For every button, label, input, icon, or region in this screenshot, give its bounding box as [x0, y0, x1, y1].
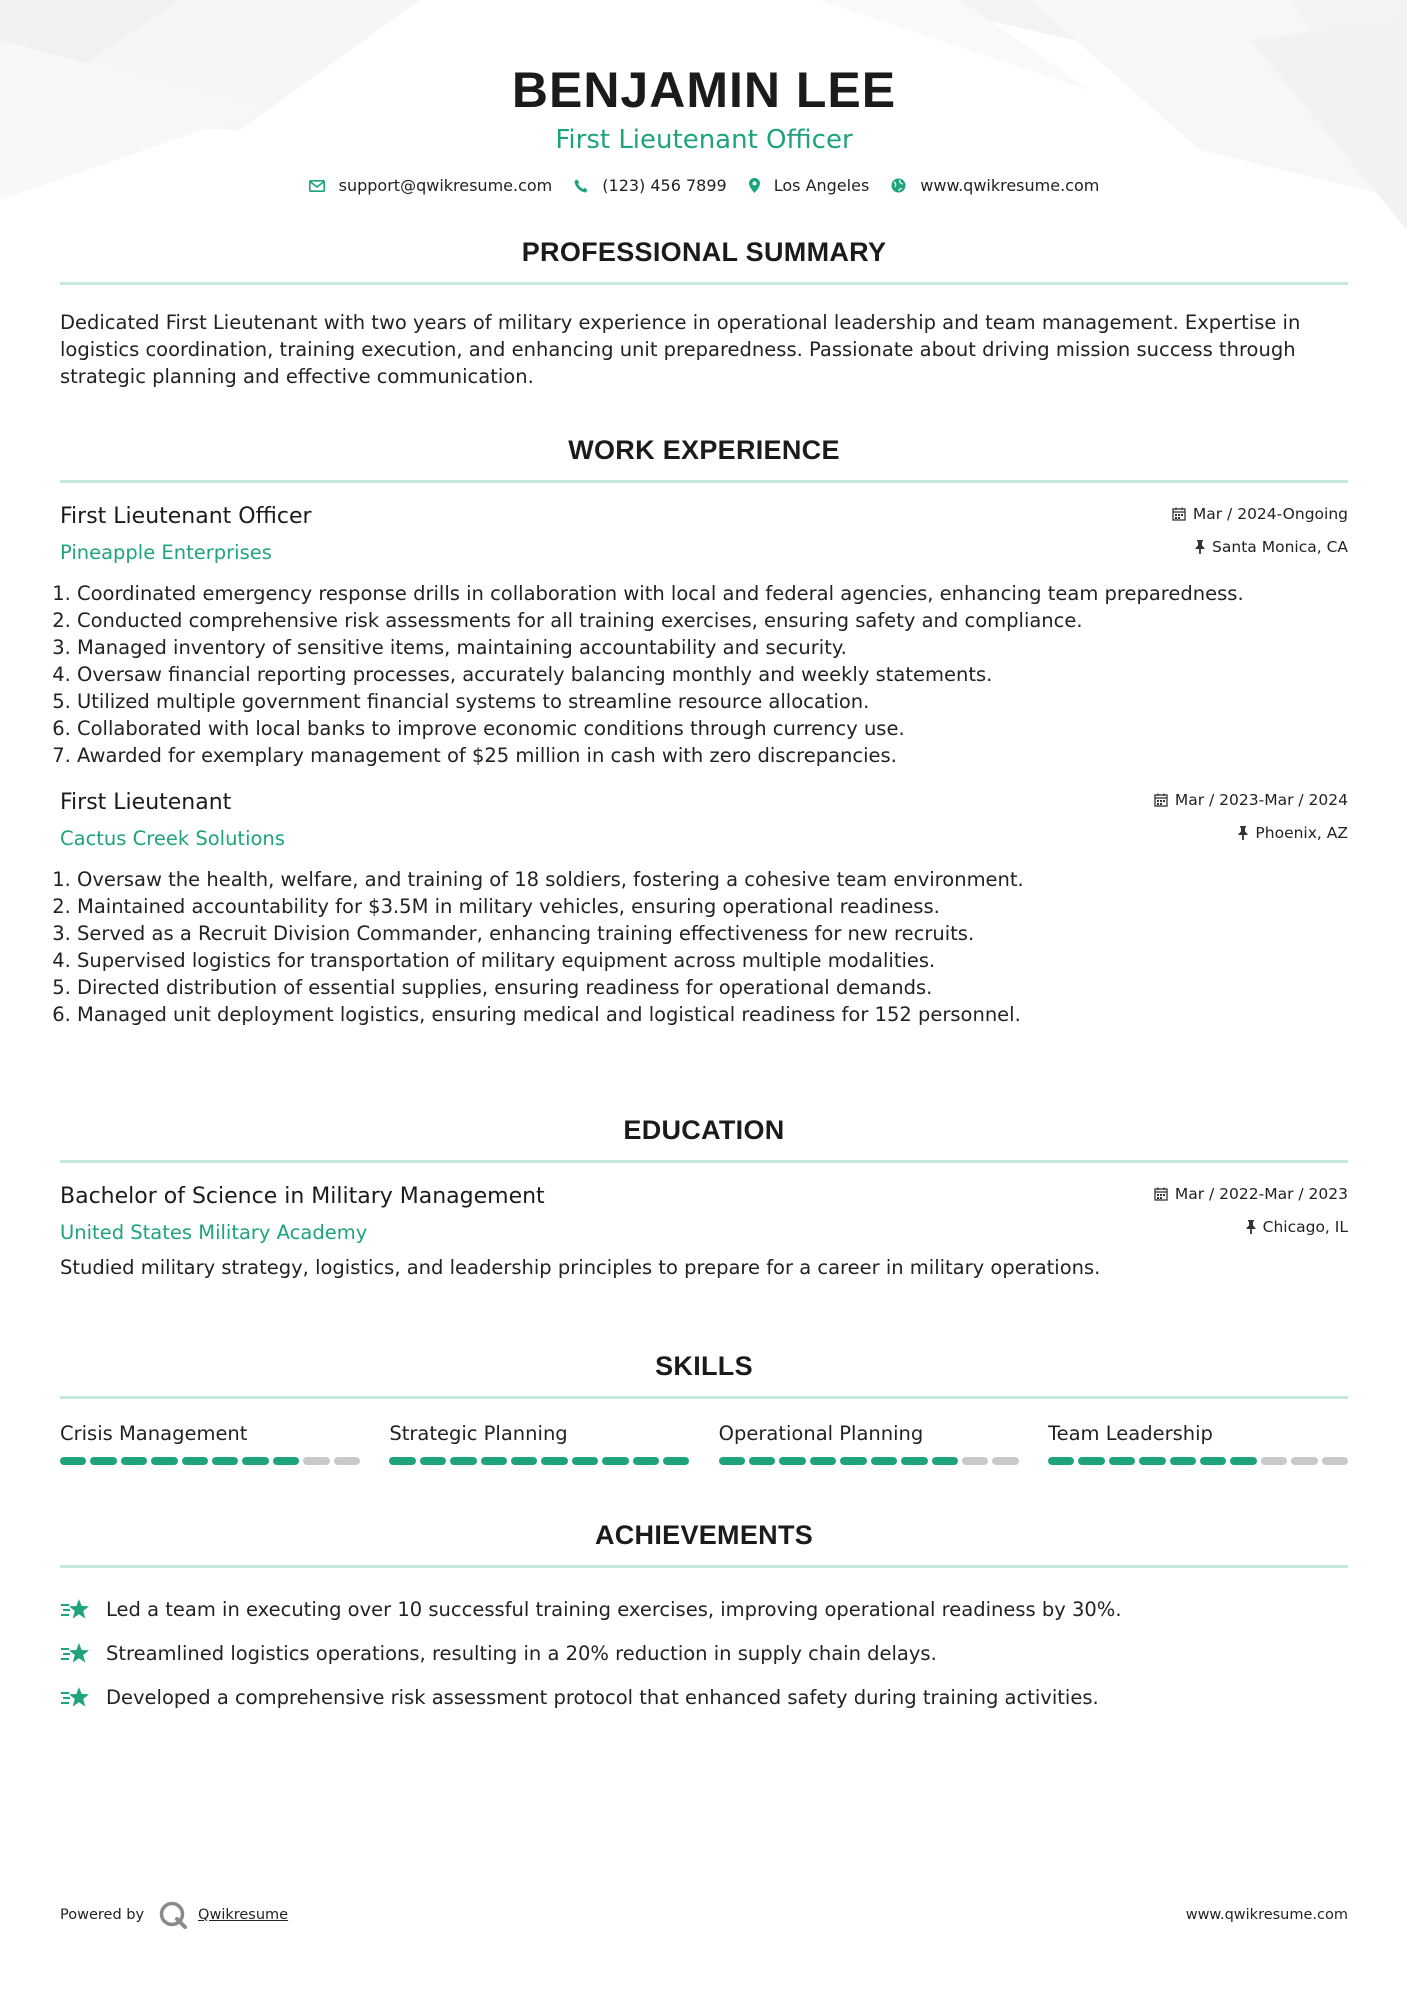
skill-item — [60, 1421, 360, 1465]
job-bullets — [60, 866, 1348, 1028]
phone-text: (123) 456 7899 — [602, 176, 727, 195]
education-section — [60, 1114, 1348, 1281]
skill-rating-segment — [663, 1457, 689, 1465]
job-title: First Lieutenant — [60, 790, 232, 815]
skill-rating-segment — [962, 1457, 988, 1465]
skill-rating-segment — [242, 1457, 268, 1465]
footer-website-link[interactable]: www.qwikresume.com — [1185, 1907, 1348, 1923]
skill-rating-segment — [1139, 1457, 1165, 1465]
envelope-icon — [309, 180, 325, 192]
brand-link[interactable]: Qwikresume — [198, 1907, 289, 1923]
job-title: First Lieutenant Officer — [60, 504, 312, 529]
qwikresume-logo-icon — [158, 1900, 188, 1930]
skill-rating-segment — [541, 1457, 567, 1465]
list-item: 4. Supervised logistics for transportation of military equipment across multiple modalities. — [77, 947, 1348, 974]
skill-rating-segment — [151, 1457, 177, 1465]
skill-rating-segment — [481, 1457, 507, 1465]
skill-rating-segment — [90, 1457, 116, 1465]
skill-rating-segment — [840, 1457, 866, 1465]
experience-heading: WORK EXPERIENCE — [60, 434, 1348, 483]
list-item: 4. Oversaw financial reporting processes, accurately balancing monthly and weekly statements. — [77, 661, 1348, 688]
job-location: Phoenix, AZ — [1255, 824, 1348, 842]
job-location: Santa Monica, CA — [1212, 538, 1348, 556]
star-icon — [60, 1641, 92, 1667]
resume-page — [60, 0, 1348, 1709]
skill-rating-segment — [121, 1457, 147, 1465]
skill-rating-segment — [1109, 1457, 1135, 1465]
list-item: 3. Managed inventory of sensitive items, maintaining accountability and security. — [77, 634, 1348, 661]
education-entry — [60, 1183, 1348, 1281]
calendar-icon — [1154, 1187, 1168, 1201]
skill-rating-segment — [633, 1457, 659, 1465]
degree-title: Bachelor of Science in Military Management — [60, 1184, 545, 1209]
skill-rating-segment — [389, 1457, 415, 1465]
education-heading: EDUCATION — [60, 1114, 1348, 1163]
calendar-icon — [1172, 507, 1186, 521]
skill-rating-segment — [334, 1457, 360, 1465]
skill-rating-segment — [719, 1457, 745, 1465]
map-marker-icon — [749, 178, 760, 193]
skills-heading: SKILLS — [60, 1350, 1348, 1399]
skill-rating-segment — [273, 1457, 299, 1465]
summary-text: Dedicated First Lieutenant with two years of military experience in operational leadership and team management. Expertise in logistics coordination, training execution, and enhancing unit preparedness. Passionate about driving mission success through strategic planning and effective communication. — [60, 311, 1301, 388]
skill-rating-bar — [719, 1457, 1019, 1465]
contact-phone[interactable] — [574, 176, 726, 195]
skill-rating-segment — [1048, 1457, 1074, 1465]
skill-rating-segment — [901, 1457, 927, 1465]
skill-rating-segment — [182, 1457, 208, 1465]
list-item: 6. Managed unit deployment logistics, ensuring medical and logistical readiness for 152 personnel. — [77, 1001, 1348, 1028]
phone-icon — [574, 179, 588, 193]
powered-by-label: Powered by — [60, 1907, 145, 1923]
skill-item — [719, 1421, 1019, 1465]
skills-row — [60, 1421, 1348, 1465]
skill-name: Crisis Management — [60, 1422, 248, 1445]
list-item — [60, 1588, 1348, 1632]
list-item — [60, 1632, 1348, 1676]
contact-bar — [60, 176, 1348, 195]
experience-section — [60, 434, 1348, 1028]
list-item: 5. Directed distribution of essential supplies, ensuring readiness for operational demands. — [77, 974, 1348, 1001]
email-text: support@qwikresume.com — [338, 176, 553, 195]
job-entry — [60, 789, 1348, 1028]
skill-rating-segment — [932, 1457, 958, 1465]
skill-rating-segment — [511, 1457, 537, 1465]
skill-rating-segment — [992, 1457, 1018, 1465]
skills-section — [60, 1350, 1348, 1465]
job-meta — [1154, 789, 1348, 844]
skill-rating-segment — [1170, 1457, 1196, 1465]
summary-section — [60, 236, 1348, 390]
skill-name: Strategic Planning — [389, 1422, 568, 1445]
job-dates: Mar / 2024-Ongoing — [1192, 505, 1348, 523]
skill-rating-segment — [810, 1457, 836, 1465]
globe-icon — [891, 178, 906, 193]
candidate-role: First Lieutenant Officer — [555, 125, 853, 155]
skill-rating-segment — [1230, 1457, 1256, 1465]
website-text[interactable]: www.qwikresume.com — [920, 176, 1100, 195]
achievement-text: Led a team in executing over 10 successful training exercises, improving operational readiness by 30%. — [106, 1598, 1122, 1621]
star-icon — [60, 1597, 92, 1623]
skill-rating-segment — [1078, 1457, 1104, 1465]
skill-rating-segment — [450, 1457, 476, 1465]
pushpin-icon — [1195, 540, 1205, 554]
list-item: 7. Awarded for exemplary management of $25 million in cash with zero discrepancies. — [77, 742, 1348, 769]
skill-rating-segment — [1200, 1457, 1226, 1465]
list-item: 5. Utilized multiple government financial systems to streamline resource allocation. — [77, 688, 1348, 715]
candidate-name: BENJAMIN LEE — [511, 62, 897, 118]
skill-rating-bar — [1048, 1457, 1348, 1465]
skill-rating-segment — [1291, 1457, 1317, 1465]
list-item: 3. Served as a Recruit Division Commander, enhancing training effectiveness for new recruits. — [77, 920, 1348, 947]
skill-rating-segment — [871, 1457, 897, 1465]
job-meta — [1172, 503, 1348, 558]
job-bullets — [60, 580, 1348, 769]
skill-rating-bar — [60, 1457, 360, 1465]
list-item: 1. Coordinated emergency response drills in collaboration with local and federal agencies, enhancing team preparedness. — [77, 580, 1348, 607]
skill-rating-segment — [420, 1457, 446, 1465]
contact-location — [749, 176, 870, 195]
summary-heading: PROFESSIONAL SUMMARY — [60, 236, 1348, 285]
job-company: Pineapple Enterprises — [60, 541, 272, 564]
job-dates: Mar / 2023-Mar / 2024 — [1174, 791, 1348, 809]
pushpin-icon — [1246, 1220, 1256, 1234]
job-entry — [60, 503, 1348, 769]
location-text: Los Angeles — [773, 176, 870, 195]
job-company: Cactus Creek Solutions — [60, 827, 285, 850]
skill-rating-segment — [303, 1457, 329, 1465]
skill-name: Operational Planning — [718, 1422, 924, 1445]
education-description: Studied military strategy, logistics, and leadership principles to prepare for a career in military operations. — [60, 1256, 1101, 1279]
skill-item — [1048, 1421, 1348, 1465]
list-item: 6. Collaborated with local banks to improve economic conditions through currency use. — [77, 715, 1348, 742]
achievements-list — [60, 1588, 1348, 1720]
skill-rating-segment — [572, 1457, 598, 1465]
resume-header — [60, 0, 1348, 195]
footer — [60, 1900, 1348, 1930]
skill-rating-segment — [779, 1457, 805, 1465]
star-icon — [60, 1685, 92, 1711]
skill-rating-segment — [602, 1457, 628, 1465]
skill-rating-segment — [1261, 1457, 1287, 1465]
education-meta — [1154, 1183, 1348, 1238]
achievements-heading: ACHIEVEMENTS — [60, 1519, 1348, 1568]
skill-name: Team Leadership — [1047, 1422, 1213, 1445]
skill-rating-segment — [60, 1457, 86, 1465]
skill-rating-bar — [389, 1457, 689, 1465]
education-location: Chicago, IL — [1262, 1218, 1348, 1236]
skill-rating-segment — [212, 1457, 238, 1465]
education-dates: Mar / 2022-Mar / 2023 — [1174, 1185, 1348, 1203]
achievements-section — [60, 1519, 1348, 1720]
pushpin-icon — [1238, 826, 1248, 840]
list-item: 2. Maintained accountability for $3.5M in military vehicles, ensuring operational readiness. — [77, 893, 1348, 920]
contact-website[interactable] — [891, 176, 1099, 195]
list-item: 1. Oversaw the health, welfare, and training of 18 soldiers, fostering a cohesive team environment. — [77, 866, 1348, 893]
achievement-text: Developed a comprehensive risk assessment protocol that enhanced safety during training activities. — [106, 1686, 1099, 1709]
skill-rating-segment — [1322, 1457, 1348, 1465]
calendar-icon — [1154, 793, 1168, 807]
list-item: 2. Conducted comprehensive risk assessments for all training exercises, ensuring safety and compliance. — [77, 607, 1348, 634]
skill-item — [389, 1421, 689, 1465]
school-name: United States Military Academy — [60, 1221, 368, 1244]
skill-rating-segment — [749, 1457, 775, 1465]
list-item — [60, 1676, 1348, 1720]
achievement-text: Streamlined logistics operations, resulting in a 20% reduction in supply chain delays. — [106, 1642, 937, 1665]
contact-email[interactable] — [309, 176, 553, 195]
